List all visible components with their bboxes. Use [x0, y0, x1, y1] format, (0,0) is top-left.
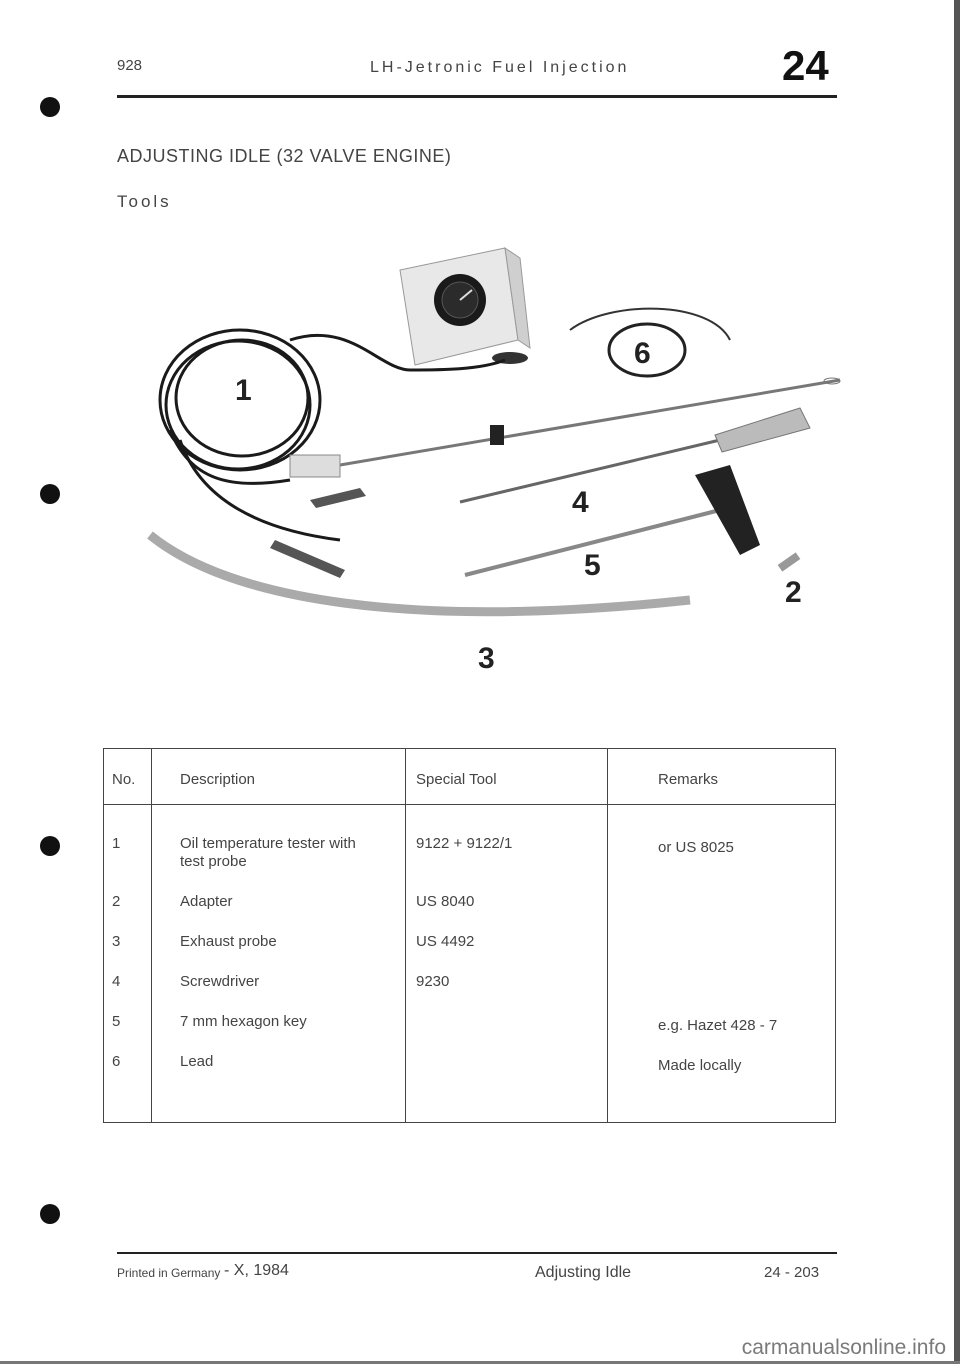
footer-rule: [117, 1252, 837, 1254]
row-remarks: or US 8025: [658, 839, 734, 856]
row-special-tool: 9230: [416, 973, 450, 990]
gauge-box-image: [400, 248, 530, 365]
tools-table: [103, 748, 836, 1123]
row-description: 7 mm hexagon key: [180, 1013, 307, 1030]
header-description: Description: [152, 749, 406, 805]
row-no: 5: [112, 1013, 121, 1030]
row-description: Screwdriver: [180, 973, 260, 990]
callout-1: 1: [235, 374, 252, 407]
row-description: Adapter: [180, 893, 233, 910]
binder-hole: [40, 836, 60, 856]
header-rule: [117, 95, 837, 98]
tools-heading: Tools: [117, 192, 172, 211]
tools-figure: [110, 240, 850, 680]
callout-6: 6: [634, 337, 651, 370]
screwdriver-image: [460, 408, 810, 502]
exhaust-probe-image: [150, 535, 690, 612]
header-no: No.: [104, 749, 152, 805]
header-chapter-number: 24: [782, 42, 829, 89]
row-description: Lead: [180, 1053, 214, 1070]
binder-hole: [40, 97, 60, 117]
row-no: 4: [112, 973, 121, 990]
footer-printed: Printed in Germany: [117, 1266, 221, 1280]
row-special-tool: 9122 + 9122/1: [416, 835, 513, 852]
watermark: carmanualsonline.info: [741, 1336, 946, 1359]
row-description: Oil temperature tester with test probe: [180, 835, 356, 870]
row-remarks: [658, 937, 834, 977]
binder-hole: [40, 484, 60, 504]
row-special-tool: [416, 1013, 606, 1053]
header-title: LH-Jetronic Fuel Injection: [370, 59, 630, 76]
footer-section: Adjusting Idle: [535, 1264, 632, 1281]
row-description: Exhaust probe: [180, 933, 277, 950]
row-remarks: e.g. Hazet 428 - 7: [658, 1017, 778, 1034]
callout-2: 2: [785, 576, 802, 609]
row-special-tool: US 4492: [416, 933, 475, 950]
row-remarks: [658, 977, 834, 1017]
callout-3: 3: [478, 642, 495, 675]
hexagon-key-image: [465, 465, 760, 575]
header-remarks: Remarks: [608, 749, 836, 805]
binder-hole: [40, 1204, 60, 1224]
row-special-tool: [416, 1053, 606, 1093]
row-remarks: [658, 897, 834, 937]
footer-date: - X, 1984: [224, 1262, 289, 1279]
table-row: [104, 805, 836, 1123]
table-header-row: [104, 749, 836, 805]
section-title: ADJUSTING IDLE (32 VALVE ENGINE): [117, 146, 452, 166]
row-no: 6: [112, 1053, 121, 1070]
adapter-image: [778, 552, 801, 571]
row-special-tool: US 8040: [416, 893, 475, 910]
alligator-clips-image: [270, 488, 366, 578]
cable-coil-image: [160, 330, 505, 540]
header-special-tool: Special Tool: [406, 749, 608, 805]
row-no: 3: [112, 933, 121, 950]
callout-4: 4: [572, 486, 589, 519]
header-model: 928: [117, 57, 143, 74]
row-remarks: Made locally: [658, 1057, 742, 1074]
row-no: 2: [112, 893, 121, 910]
footer-page-number: 24 - 203: [764, 1264, 820, 1281]
callout-5: 5: [584, 549, 601, 582]
row-no: 1: [112, 835, 121, 852]
scan-edge: [954, 0, 960, 1364]
